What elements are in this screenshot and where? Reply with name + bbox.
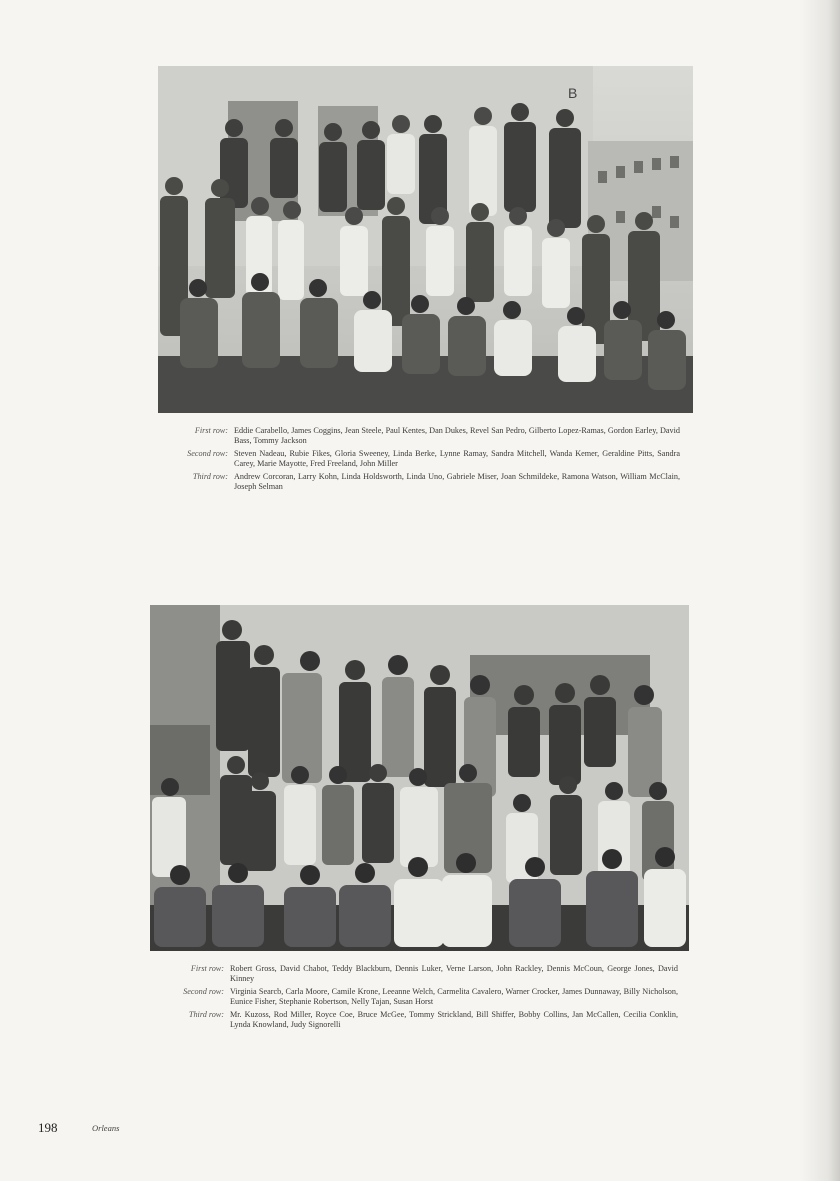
- class-photo-top: [158, 66, 693, 413]
- caption-row-names: Robert Gross, David Chabot, Teddy Blackburn, Dennis Luker, Verne Larson, John Rackley, Dennis McCoun, George Jones, David Kinney: [230, 964, 678, 984]
- caption-row-label: First row:: [190, 964, 224, 973]
- building-sign-letter: B: [568, 85, 578, 101]
- caption-row-names: Steven Nadeau, Rubie Fikes, Gloria Sweeney, Linda Berke, Lynne Ramay, Sandra Mitchell, Wanda Kemer, Geraldine Pitts, Sandra Carey, Marie Mayotte, Fred Freeland, John Miller: [234, 448, 680, 469]
- caption-row-third: [170, 472, 680, 493]
- class-photo-bottom: [150, 605, 689, 951]
- caption-row-first: [170, 426, 680, 447]
- caption-row-names: Virginia Searcb, Carla Moore, Camile Krone, Leeanne Welch, Carmelita Cavalero, Warner Crocker, James Dunnaway, Billy Nicholson, Eunice Fisher, Stephanie Robertson, Nelly Tajan, Susan Horst: [230, 986, 678, 1007]
- class-photo-bottom-image: [150, 605, 689, 951]
- page-number: 198: [38, 1120, 58, 1135]
- caption-row-third: [166, 1010, 678, 1031]
- running-head: Orleans: [92, 1123, 120, 1133]
- caption-row-names: Andrew Corcoran, Larry Kohn, Linda Holdsworth, Linda Uno, Gabriele Miser, Joan Schmildeke, Ramona Watson, William McClain, Joseph Selman: [234, 471, 680, 492]
- caption-row-label: Second row:: [183, 986, 224, 996]
- caption-row-label: Third row:: [192, 471, 228, 481]
- caption-row-second: [170, 449, 680, 470]
- photo-caption-bottom: [166, 964, 678, 1032]
- caption-row-first: [166, 964, 678, 985]
- caption-row-names: Mr. Kuzoss, Rod Miller, Royce Coe, Bruce McGee, Tommy Strickland, Bill Shiffer, Bobby Collins, Jan McCallen, Cecilia Conklin, Lynda Knowland, Judy Signorelli: [230, 1009, 678, 1030]
- caption-row-label: Second row:: [187, 448, 228, 458]
- photo-caption-top: [170, 426, 680, 494]
- caption-row-label: First row:: [194, 426, 228, 435]
- caption-row-names: Eddie Carabello, James Coggins, Jean Steele, Paul Kentes, Dan Dukes, Revel San Pedro, Gilberto Lopez-Ramas, Gordon Earley, David Bass, Tommy Jackson: [234, 426, 680, 446]
- caption-row-label: Third row:: [188, 1009, 224, 1019]
- class-photo-top-image: [158, 66, 693, 413]
- caption-row-second: [166, 987, 678, 1008]
- page-edge-shadow: [800, 0, 840, 1181]
